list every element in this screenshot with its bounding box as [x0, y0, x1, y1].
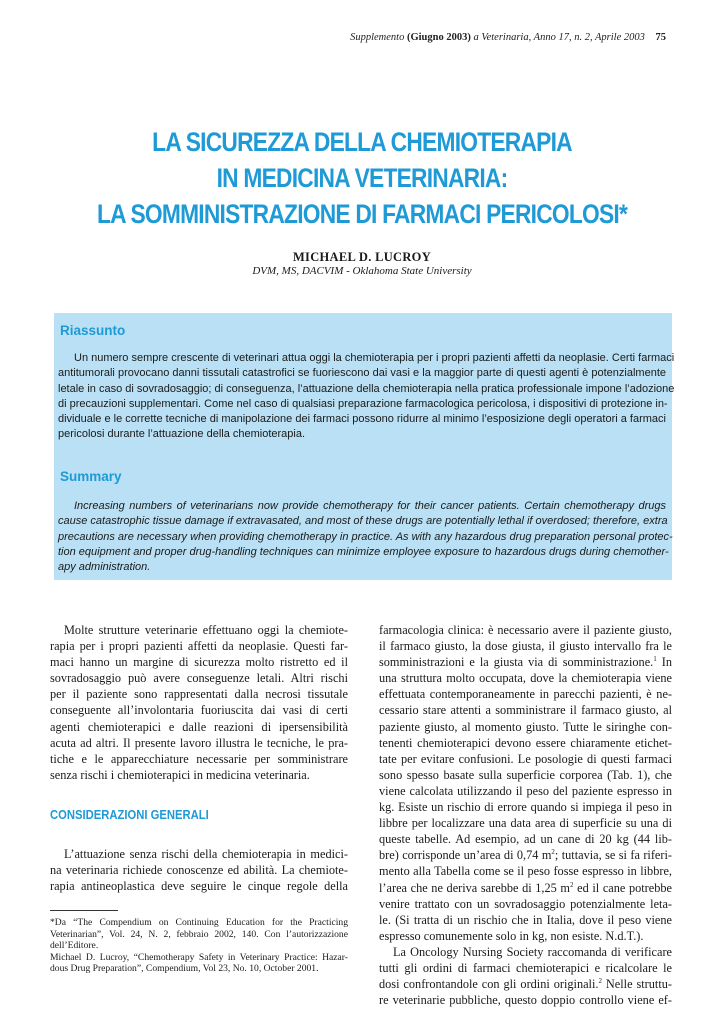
- body-line: kg. Esiste un rischio di errore quando si impiega il peso in: [379, 800, 672, 815]
- body-line: paziente giusto, al momento giusto. Tutte le siringhe con-: [379, 719, 672, 734]
- issue-label: (Giugno 2003): [406, 32, 471, 43]
- body-line: una struttura molto occupata, dove la chemioterapia viene: [379, 671, 672, 686]
- author-affiliation: DVM, MS, DACVIM - Oklahoma State University: [252, 265, 472, 277]
- body-line: La Oncology Nursing Society raccomanda di verificare: [393, 944, 672, 959]
- riassunto-line: Un numero sempre crescente di veterinari attua oggi la chemioterapia per i propri pazienti affetti da neoplasie. Certi farmaci: [74, 352, 675, 364]
- body-line: L’attuazione senza rischi della chemioterapia in medici-: [64, 847, 348, 862]
- summary-text: [58, 499, 673, 575]
- superscript: 2: [569, 880, 574, 889]
- body-line: [379, 880, 672, 896]
- body-line: conseguente all’involontaria fuoriuscita dai vasi di certi: [50, 703, 348, 718]
- body-text: l’area che ne deriva sarebbe di 1,25 m: [379, 880, 570, 895]
- body-line: na veterinaria richiede conoscenze ed abilità. La chemiote-: [50, 863, 348, 878]
- article-title: [85, 124, 639, 232]
- body-line: tate per evitare confusioni. Le posologie di questi farmaci: [379, 751, 672, 766]
- body-text: Nelle struttu-: [601, 977, 672, 992]
- body-line: sono spesso basate sulla superficie corporea (Tab. 1), che: [379, 767, 672, 782]
- body-text: bre) corrisponde un’area di 0,74 m: [379, 848, 552, 863]
- body-line: libbre per localizzare una data area di superficie su una di: [379, 816, 672, 831]
- footnotes: [50, 917, 348, 975]
- body-line: cessario stare attenti a somministrare il farmaco giusto, al: [379, 703, 672, 718]
- page-number: 75: [655, 32, 666, 43]
- body-line: rapia per i propri pazienti affetti da neoplasie. Questi far-: [50, 639, 348, 654]
- body-line: sovradosaggio può avere conseguenze letali. Altri rischi: [50, 671, 348, 686]
- body-line: maci hanno un margine di sicurezza molto ristretto ed il: [50, 655, 348, 670]
- riassunto-text: [58, 351, 675, 443]
- body-line: farmacologia clinica: è necessario avere il paziente giusto,: [379, 623, 672, 637]
- summary-line: cause catastrophic tissue damage if extravasated, and most of these drugs are potentially lethal if overdosed; therefore, extra: [58, 515, 668, 528]
- body-text: ; tuttavia, se si fa riferi-: [554, 848, 672, 863]
- body-line: [379, 976, 672, 992]
- body-line: acuta ad altri. Il presente lavoro illustra le tecniche, le pra-: [50, 735, 348, 750]
- supplement-label: Supplemento: [350, 32, 405, 43]
- body-line: rapia antineoplastica deve seguire le cinque regole della: [50, 879, 348, 894]
- body-line: [379, 847, 672, 863]
- body-line: Molte strutture veterinarie effettuano oggi la chemiote-: [64, 623, 348, 637]
- body-line: agenti chemioterapici e dalle reazioni di ipersensibilità: [50, 719, 348, 734]
- superscript: 2: [551, 848, 555, 857]
- left-column: [50, 622, 348, 894]
- right-column: [379, 622, 672, 1008]
- summary-line: precautions are necessary when providing chemotherapy in practice. As with any hazardous drug preparation personal protec-: [58, 530, 673, 543]
- footnote-line: dell’Editore.: [50, 940, 99, 952]
- body-line: tenenti chemioterapici devono essere chiaramente etichet-: [379, 735, 672, 750]
- author-name: MICHAEL D. LUCROY: [292, 250, 432, 264]
- body-line: tiche e le apparecchiature necessarie per somministrare: [50, 751, 348, 766]
- title-line: LA SICUREZZA DELLA CHEMIOTERAPIA: [152, 127, 572, 157]
- summary-line: apy administration.: [58, 561, 151, 574]
- riassunto-heading: Riassunto: [60, 323, 126, 338]
- body-line: queste tabelle. Ad esempio, ad un cane di 20 kg (44 lib-: [379, 832, 672, 847]
- body-text: dosi confrontandole con gli ordini originali.: [379, 977, 599, 992]
- summary-line: tion equipment and proper drug-handling techniques can minimize employee exposure to hazardous drugs during chemother-: [58, 545, 669, 558]
- body-line: le. (Si tratta di un rischio che in Italia, dove il peso viene: [379, 912, 672, 927]
- footnote-line: dous Drug Preparation”, Compendium, Vol 23, No. 10, October 2001.: [50, 963, 319, 975]
- title-line: LA SOMMINISTRAZIONE DI FARMACI PERICOLOSI*: [96, 199, 628, 229]
- body-line: il farmaco giusto, la dose giusta, il giusto intervallo fra le: [379, 639, 672, 654]
- journal-label: a Veterinaria, Anno 17, n. 2, Aprile 2003: [473, 32, 645, 43]
- riassunto-line: dividuale e le corrette tecniche di manipolazione dei farmaci possono ridurre al minimo l’esposizione degli operatori a farmaci: [58, 413, 666, 426]
- riassunto-line: letale in caso di sovradosaggio; di conseguenza, l’attuazione della chemioterapia nella pratica professionale impone l’adozione: [58, 382, 675, 395]
- riassunto-line: pericolosi durante l’attuazione della chemioterapia.: [58, 428, 306, 441]
- riassunto-line: antitumorali provocano danni tissutali catastrofici se fuoriescono dai vasi e la maggior parte di questi agenti è potenzialmente: [58, 367, 666, 380]
- title-line: IN MEDICINA VETERINARIA:: [216, 163, 508, 193]
- reference-mark: 2: [598, 976, 602, 985]
- body-line: [379, 654, 672, 670]
- footnote-line: Veterinarian”, Vol. 24, N. 2, febbraio 2002, 140. Con l’autorizzazione: [50, 928, 348, 940]
- body-text: In: [661, 655, 672, 670]
- summary-heading: Summary: [60, 469, 122, 484]
- running-head: [60, 32, 666, 43]
- body-text: somministrazioni e la giusta via di somministrazione.: [379, 655, 654, 670]
- body-line: venire trattato con un sovradosaggio potenzialmente leta-: [379, 896, 672, 911]
- footnote-line: *Da “The Compendium on Continuing Education for the Practicing: [50, 917, 348, 928]
- abstract-box: [54, 313, 675, 580]
- body-line: tutti gli ordini di farmaci chemioterapici e ricalcolare le: [379, 960, 672, 975]
- body-line: espresso comunemente solo in kg, non esiste. N.d.T.).: [379, 928, 644, 943]
- footnote-rule: [50, 910, 118, 911]
- body-line: viene calcolata utilizzando il peso del paziente espresso in: [379, 783, 672, 798]
- body-line: re veterinarie pubbliche, questo doppio controllo viene ef-: [379, 993, 672, 1008]
- body-line: mento alla Tabella come se il peso fosse espresso in libbre,: [379, 864, 672, 879]
- body-line: effettuata contemporaneamente in parecchi pazienti, è ne-: [379, 687, 672, 702]
- body-line: senza rischi i chemioterapici in medicina veterinaria.: [50, 767, 310, 782]
- reference-mark: 1: [653, 655, 657, 664]
- body-text: ed il cane potrebbe: [573, 880, 672, 895]
- section-heading: CONSIDERAZIONI GENERALI: [50, 807, 209, 822]
- summary-line: Increasing numbers of veterinarians now provide chemotherapy for their cancer patients. Certain chemotherapy drugs: [74, 500, 666, 512]
- body-line: per il paziente sono rappresentati dalla necrosi tissutale: [50, 687, 348, 702]
- riassunto-line: di precauzioni supplementari. Come nel caso di qualsiasi preparazione farmacologica pericolosa, i dispositivi di protezione in-: [58, 397, 668, 410]
- footnote-line: Michael D. Lucroy, “Chemotherapy Safety in Veterinary Practice: Hazar-: [50, 951, 348, 963]
